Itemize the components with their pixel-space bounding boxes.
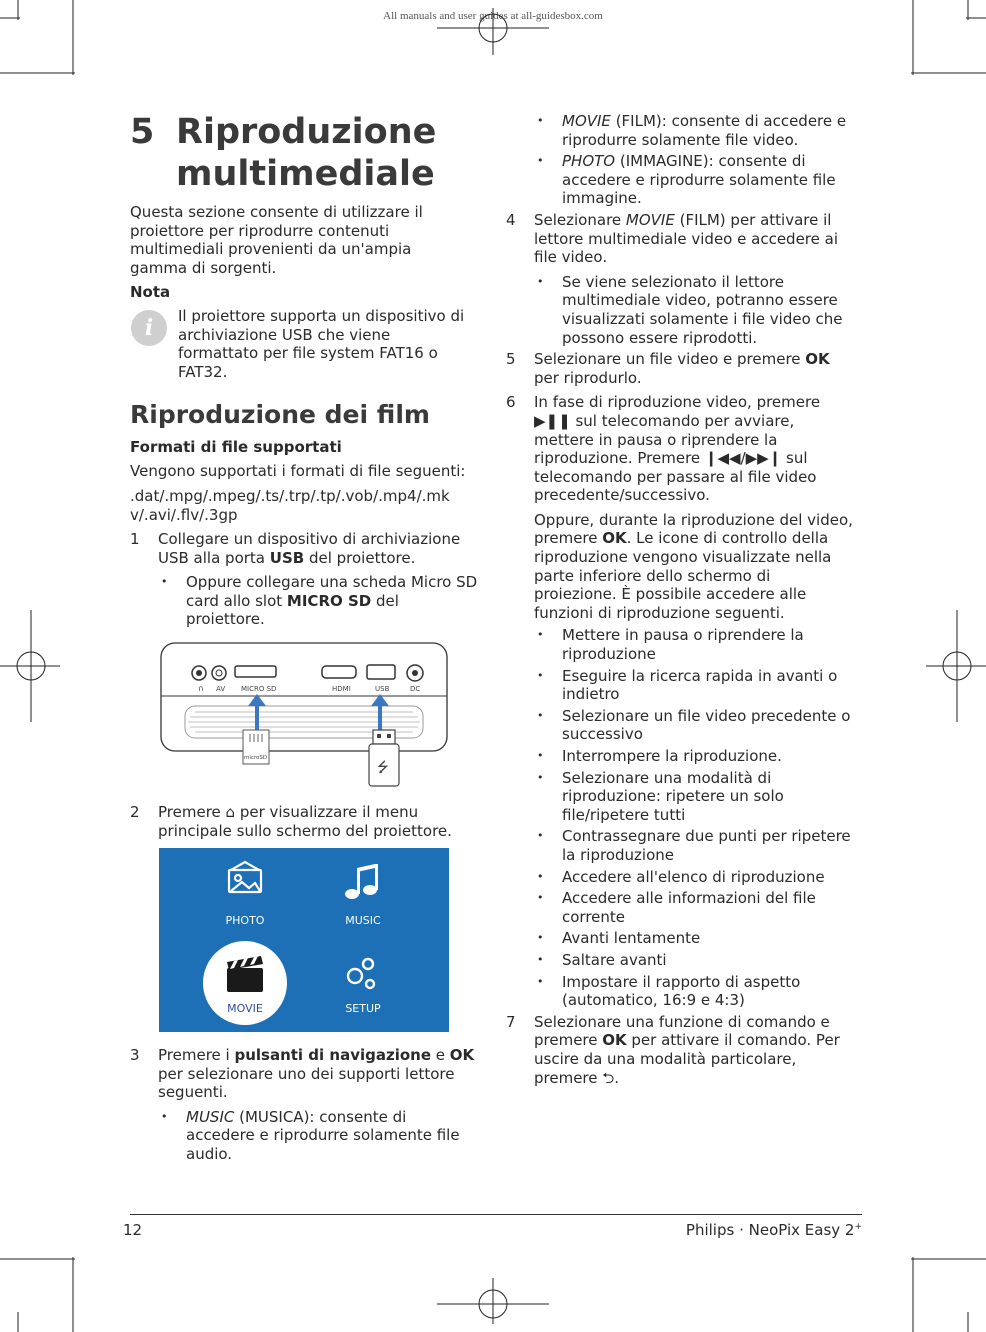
port-label-hdmi: HDMI	[332, 685, 351, 693]
step-6: 6 In fase di riproduzione video, premere ▶❚❚ sul telecomando per avviare, mettere in pausa o riprendere la riproduzione. Premere ❙◀◀/▶▶❙ sul telecomando per passare al file video precedente/successivo.	[506, 393, 821, 505]
chapter-title-line1: Riproduzione	[176, 112, 437, 152]
note-text: Il proiettore supporta un dispositivo di archiviazione USB che viene formattato per file system FAT16 o FAT32.	[178, 307, 465, 381]
step-1: 1 Collegare un dispositivo di archiviazione USB alla porta USB del proiettore.	[130, 530, 461, 567]
step-6-paragraph: Oppure, durante la riproduzione del video, premere OK. Le icone di controllo della riproduzione vengono visualizzate nella parte inferiore dello schermo di proiezione. È possibile accedere alle funzioni di riproduzione seguenti.	[534, 510, 853, 622]
function-item: • Impostare il rapporto di aspetto (automatico, 16:9 e 4:3)	[534, 973, 856, 1010]
info-icon: i	[131, 310, 167, 346]
function-item: • Selezionare un file video precedente o successivo	[534, 707, 856, 744]
menu-setup[interactable]: SETUP	[345, 1002, 381, 1015]
function-item: • Eseguire la ricerca rapida in avanti o indietro	[534, 667, 856, 704]
step-3-bullet-photo: • PHOTO (IMMAGINE): consente di accedere e riprodurre solamente file immagine.	[534, 152, 856, 208]
function-item: • Mettere in pausa o riprendere la riproduzione	[534, 626, 856, 663]
menu-photo[interactable]: PHOTO	[225, 914, 265, 927]
formats-list: .dat/.mpg/.mpeg/.ts/.trp/.tp/.vob/.mp4/.mkv/.avi/.flv/.3gp	[130, 487, 450, 524]
chapter-title-line2: multimediale	[176, 154, 435, 194]
intro-text: Questa sezione consente di utilizzare il proiettore per riprodurre contenuti multimediali provenienti da un'ampia gamma di sorgenti.	[130, 203, 423, 277]
main-menu-screen	[159, 848, 449, 1032]
step-2: 2 Premere ⌂ per visualizzare il menu principale sullo schermo del proiettore.	[130, 803, 452, 840]
svg-text:⭍: ⭍	[377, 760, 389, 776]
back-icon: ⮌	[602, 1068, 615, 1087]
step-5: 5 Selezionare un file video e premere OK per riprodurlo.	[506, 350, 830, 387]
home-icon: ⌂	[225, 803, 236, 821]
port-label-dc: DC	[410, 685, 421, 693]
function-item: • Contrassegnare due punti per ripetere la riproduzione	[534, 827, 856, 864]
formats-intro: Vengono supportati i formati di file seguenti:	[130, 462, 466, 480]
note-label: Nota	[130, 283, 171, 301]
step-number: 1	[130, 530, 140, 548]
watermark: All manuals and user guides at all-guidesbox.com	[383, 10, 603, 22]
port-label-microsd: MICRO SD	[241, 685, 277, 693]
play-pause-icon: ▶❚❚	[534, 411, 571, 430]
footer-product: Philips · NeoPix Easy 2+	[685, 1221, 862, 1239]
chapter-title	[176, 111, 436, 195]
function-item: • Interrompere la riproduzione.	[534, 747, 856, 766]
step-3-bullet-music: • MUSIC (MUSICA): consente di accedere e riprodurre solamente file audio.	[158, 1108, 476, 1164]
projector-ports-illustration	[160, 642, 460, 792]
port-label-usb: USB	[375, 685, 390, 693]
function-item: • Selezionare una modalità di riproduzione: ripetere un solo file/ripetere tutti	[534, 769, 856, 825]
step-4-bullet: • Se viene selezionato il lettore multimediale video, potranno essere visualizzati solamente i file video che possono essere riprodotti.	[534, 273, 856, 347]
step-3: 3 Premere i pulsanti di navigazione e OK per selezionare uno dei supporti lettore seguenti.	[130, 1046, 475, 1102]
svg-text:∩: ∩	[198, 684, 204, 693]
functions-list	[506, 626, 856, 1009]
section-title: Riproduzione dei film	[130, 400, 430, 429]
function-item: • Accedere alle informazioni del file corrente	[534, 889, 856, 926]
step-4: 4 Selezionare MOVIE (FILM) per attivare il lettore multimediale video e accedere ai file video.	[506, 210, 838, 267]
menu-music[interactable]: MUSIC	[345, 914, 381, 927]
microsd-card-label: microSD	[244, 755, 268, 761]
menu-movie[interactable]: MOVIE	[227, 1002, 263, 1015]
page-number: 12	[123, 1221, 143, 1239]
step-7: 7 Selezionare una funzione di comando e premere OK per attivare il comando. Per uscire da una modalità particolare, premere ⮌.	[506, 1012, 840, 1087]
section-subtitle: Formati di file supportati	[130, 438, 342, 456]
footer-rule	[130, 1214, 862, 1215]
step-1-bullet: • Oppure collegare una scheda Micro SD card allo slot MICRO SD del proiettore.	[158, 573, 480, 629]
function-item: • Avanti lentamente	[534, 929, 856, 948]
previous-icon: ❙◀◀	[704, 449, 741, 468]
function-item: • Saltare avanti	[534, 951, 856, 970]
next-icon: ▶▶❙	[745, 449, 782, 468]
port-label-av: AV	[216, 685, 226, 693]
function-item: • Accedere all'elenco di riproduzione	[534, 868, 856, 887]
chapter-number: 5	[130, 112, 155, 152]
step-3-bullet-movie: • MOVIE (FILM): consente di accedere e riprodurre solamente file video.	[534, 112, 856, 149]
